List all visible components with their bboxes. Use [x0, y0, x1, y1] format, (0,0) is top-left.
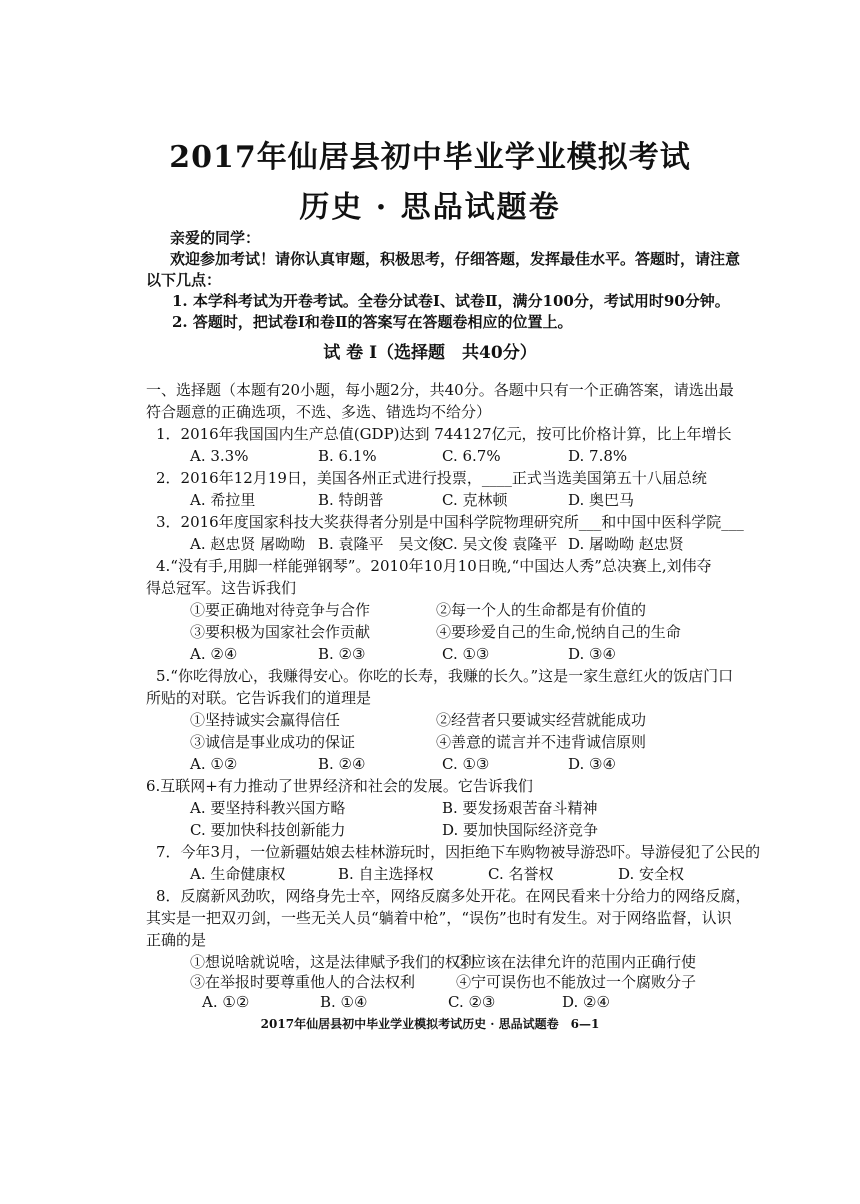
q7-stem: 7．今年3月，一位新疆姑娘去桂林游玩时，因拒绝下车购物被导游恐吓。导游侵犯了公民的	[156, 843, 761, 861]
q6-option-d: D. 要加快国际经济竞争	[442, 821, 599, 839]
intro-line-2: 以下几点：	[146, 271, 222, 289]
q3-option-b: B. 袁隆平 吴文俊	[318, 535, 444, 553]
q3-option-a: A. 赵忠贤 屠呦呦	[190, 535, 306, 553]
exam-title: 2017年仙居县初中毕业学业模拟考试	[169, 140, 691, 175]
q8-option-d: D. ②④	[562, 993, 610, 1011]
q1-option-b: B. 6.1%	[318, 447, 377, 465]
q7-option-c: C. 名誉权	[488, 865, 554, 883]
q4-statement-2: ②每一个人的生命都是有价值的	[436, 601, 647, 619]
q5-statement-1: ①坚持诚实会赢得信任	[190, 711, 341, 729]
q6-option-b: B. 要发扬艰苦奋斗精神	[442, 799, 598, 817]
q8-statement-2: ②应该在法律允许的范围内正确行使	[456, 953, 697, 971]
q8-option-a: A. ①②	[202, 993, 250, 1011]
section-instruction-1: 一、选择题（本题有20小题，每小题2分，共40分。各题中只有一个正确答案，请选出最	[146, 381, 734, 399]
q1-option-d: D. 7.8%	[568, 447, 628, 465]
q4-option-d: D. ③④	[568, 645, 616, 663]
q4-option-c: C. ①③	[442, 645, 490, 663]
q6-option-c: C. 要加快科技创新能力	[190, 821, 346, 839]
q6-option-a: A. 要坚持科教兴国方略	[190, 799, 346, 817]
q2-option-b: B. 特朗普	[318, 491, 384, 509]
q4-statement-3: ③要积极为国家社会作贡献	[190, 623, 371, 641]
q6-stem: 6.互联网+有力推动了世界经济和社会的发展。它告诉我们	[146, 777, 533, 795]
q8-stem-3: 正确的是	[146, 931, 207, 949]
q3-option-d: D. 屠呦呦 赵忠贤	[568, 535, 684, 553]
q4-statement-4: ④要珍爱自己的生命,悦纳自己的生命	[436, 623, 681, 641]
section-title: 试 卷 Ⅰ（选择题 共40分）	[323, 343, 537, 363]
q1-option-c: C. 6.7%	[442, 447, 501, 465]
q5-option-d: D. ③④	[568, 755, 616, 773]
intro-note-1: 1. 本学科考试为开卷考试。全卷分试卷Ⅰ、试卷Ⅱ，满分100分，考试用时90分钟。	[172, 292, 730, 310]
q7-option-a: A. 生命健康权	[190, 865, 286, 883]
q5-option-b: B. ②④	[318, 755, 366, 773]
q8-stem-1: 8．反腐新风劲吹，网络身先士卒，网络反腐多处开花。在网民看来十分给力的网络反腐，	[156, 887, 751, 905]
section-instruction-2: 符合题意的正确选项，不选、多选、错选均不给分）	[146, 403, 492, 421]
q2-option-a: A. 希拉里	[190, 491, 256, 509]
q7-option-b: B. 自主选择权	[338, 865, 434, 883]
q2-stem: 2．2016年12月19日，美国各州正式进行投票，____正式当选美国第五十八届总统	[156, 469, 707, 487]
q5-stem-1: 5.“你吃得放心，我赚得安心。你吃的长寿，我赚的长久。”这是一家生意红火的饭店门口	[156, 667, 734, 685]
intro-note-2: 2. 答题时，把试卷Ⅰ和卷Ⅱ的答案写在答题卷相应的位置上。	[172, 313, 573, 331]
page-footer: 2017年仙居县初中毕业学业模拟考试历史 · 思品试题卷 6—1	[260, 1017, 600, 1031]
q5-option-c: C. ①③	[442, 755, 490, 773]
q5-statement-3: ③诚信是事业成功的保证	[190, 733, 356, 751]
q4-stem-2: 得总冠军。这告诉我们	[146, 579, 297, 597]
intro-line-1: 欢迎参加考试！请你认真审题，积极思考，仔细答题，发挥最佳水平。答题时，请注意	[170, 250, 741, 268]
q8-statement-3: ③在举报时要尊重他人的合法权利	[190, 973, 416, 991]
q1-option-a: A. 3.3%	[190, 447, 249, 465]
q8-stem-2: 其实是一把双刃剑，一些无关人员“躺着中枪”，“误伤”也时有发生。对于网络监督，认识	[146, 909, 732, 927]
q8-option-b: B. ①④	[320, 993, 368, 1011]
q5-statement-2: ②经营者只要诚实经营就能成功	[436, 711, 647, 729]
q1-stem: 1．2016年我国国内生产总值(GDP)达到 744127亿元，按可比价格计算，比上年增长	[156, 425, 732, 443]
q4-option-a: A. ②④	[190, 645, 238, 663]
q4-statement-1: ①要正确地对待竞争与合作	[190, 601, 371, 619]
exam-subtitle: 历史 · 思品试题卷	[299, 190, 561, 225]
q8-statement-1: ①想说啥就说啥，这是法律赋予我们的权利	[190, 953, 476, 971]
greeting: 亲爱的同学：	[170, 229, 261, 247]
q5-stem-2: 所贴的对联。它告诉我们的道理是	[146, 689, 372, 707]
q3-option-c: C. 吴文俊 袁隆平	[442, 535, 558, 553]
q3-stem: 3．2016年度国家科技大奖获得者分别是中国科学院物理研究所___和中国中医科学院___	[156, 513, 744, 531]
q8-statement-4: ④宁可误伤也不能放过一个腐败分子	[456, 973, 697, 991]
q8-option-c: C. ②③	[448, 993, 496, 1011]
q4-stem-1: 4.“没有手,用脚一样能弹钢琴”。2010年10月10日晚,“中国达人秀”总决赛上,刘伟夺	[156, 557, 712, 575]
q5-option-a: A. ①②	[190, 755, 238, 773]
q2-option-c: C. 克林顿	[442, 491, 508, 509]
q7-option-d: D. 安全权	[618, 865, 685, 883]
q2-option-d: D. 奥巴马	[568, 491, 635, 509]
q5-statement-4: ④善意的谎言并不违背诚信原则	[436, 733, 647, 751]
q4-option-b: B. ②③	[318, 645, 366, 663]
